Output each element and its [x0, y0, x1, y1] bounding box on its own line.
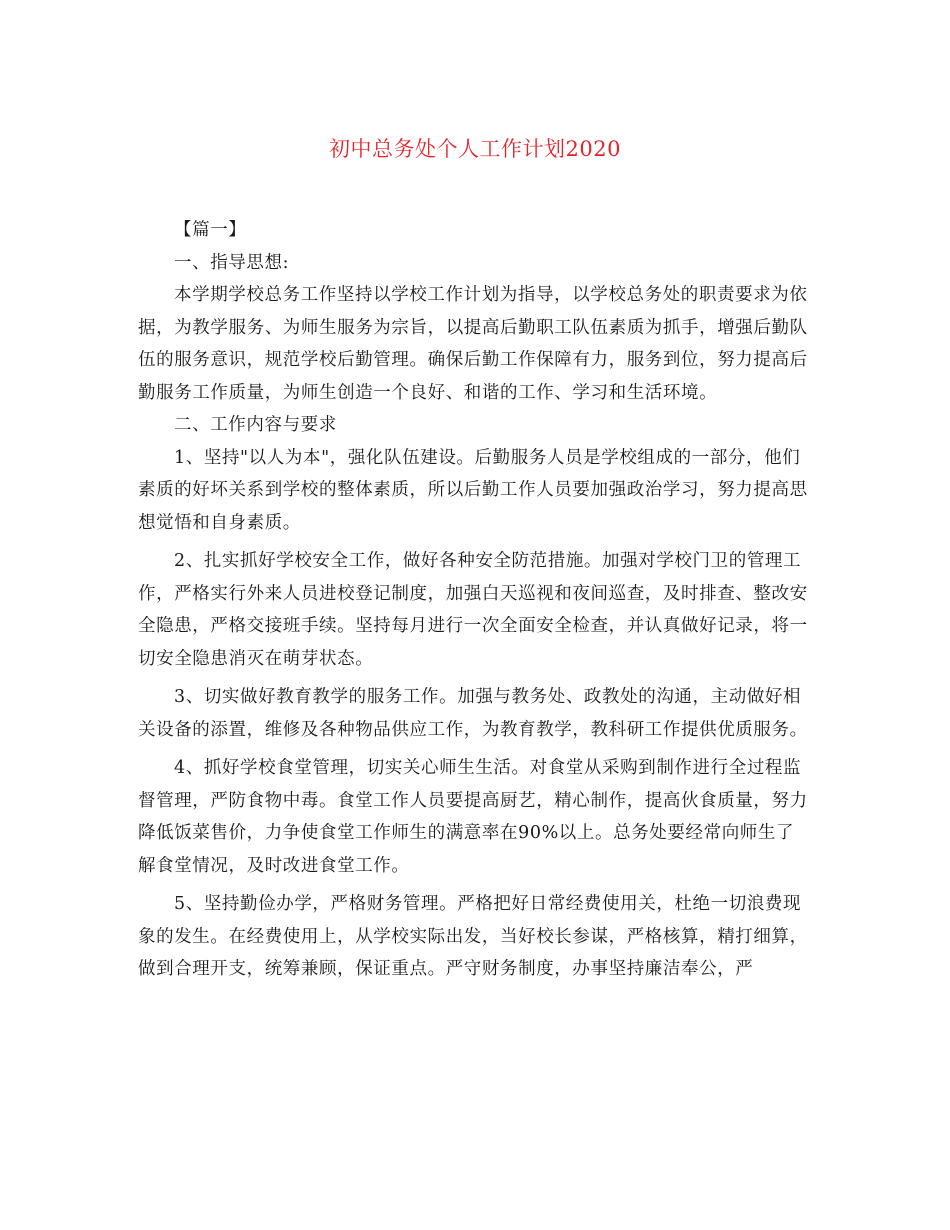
document-title: 初中总务处个人工作计划2020	[329, 137, 621, 161]
list-item-2: 2、扎实抓好学校安全工作，做好各种安全防范措施。加强对学校门卫的管理工作，严格实行外来人员进校登记制度，加强白天巡视和夜间巡查，及时排查、整改安全隐患，严格交接班手续。坚持每月进行一次全面安全检查，并认真做好记录，将一切安全隐患消灭在萌芽状态。	[138, 551, 808, 669]
heading-work-content: 二、工作内容与要求	[174, 415, 337, 435]
list-item-1: 1、坚持"以人为本"，强化队伍建设。后勤服务人员是学校组成的一部分，他们素质的好坏关系到学校的整体素质，所以后勤工作人员要加强政治学习，努力提高思想觉悟和自身素质。	[138, 447, 808, 533]
list-item-4: 4、抓好学校食堂管理，切实关心师生生活。对食堂从采购到制作进行全过程监督管理，严防食物中毒。食堂工作人员要提高厨艺，精心制作，提高伙食质量，努力降低饭菜售价，力争使食堂工作师生的满意率在90%以上。总务处要经常向师生了解食堂情况，及时改进食堂工作。	[138, 758, 808, 876]
document-body	[138, 214, 810, 986]
list-item-5: 5、坚持勤俭办学，严格财务管理。严格把好日常经费使用关，杜绝一切浪费现象的发生。在经费使用上，从学校实际出发，当好校长参谋，严格核算，精打细算，做到合理开支，统筹兼顾，保证重点。严守财务制度，办事坚持廉洁奉公，严	[138, 894, 808, 979]
section-label: 【篇一】	[174, 220, 247, 240]
heading-guiding-ideology: 一、指导思想:	[174, 252, 290, 273]
paragraph-guiding-ideology: 本学期学校总务工作坚持以学校工作计划为指导，以学校总务处的职责要求为依据，为教学服务、为师生服务为宗旨，以提高后勤职工队伍素质为抓手，增强后勤队伍的服务意识，规范学校后勤管理。确保后勤工作保障有力，服务到位，努力提高后勤服务工作质量，为师生创造一个良好、和谐的工作、学习和生活环境。	[138, 285, 808, 403]
list-item-3: 3、切实做好教育教学的服务工作。加强与教务处、政教处的沟通，主动做好相关设备的添置，维修及各种物品供应工作，为教育教学，教科研工作提供优质服务。	[138, 687, 808, 740]
